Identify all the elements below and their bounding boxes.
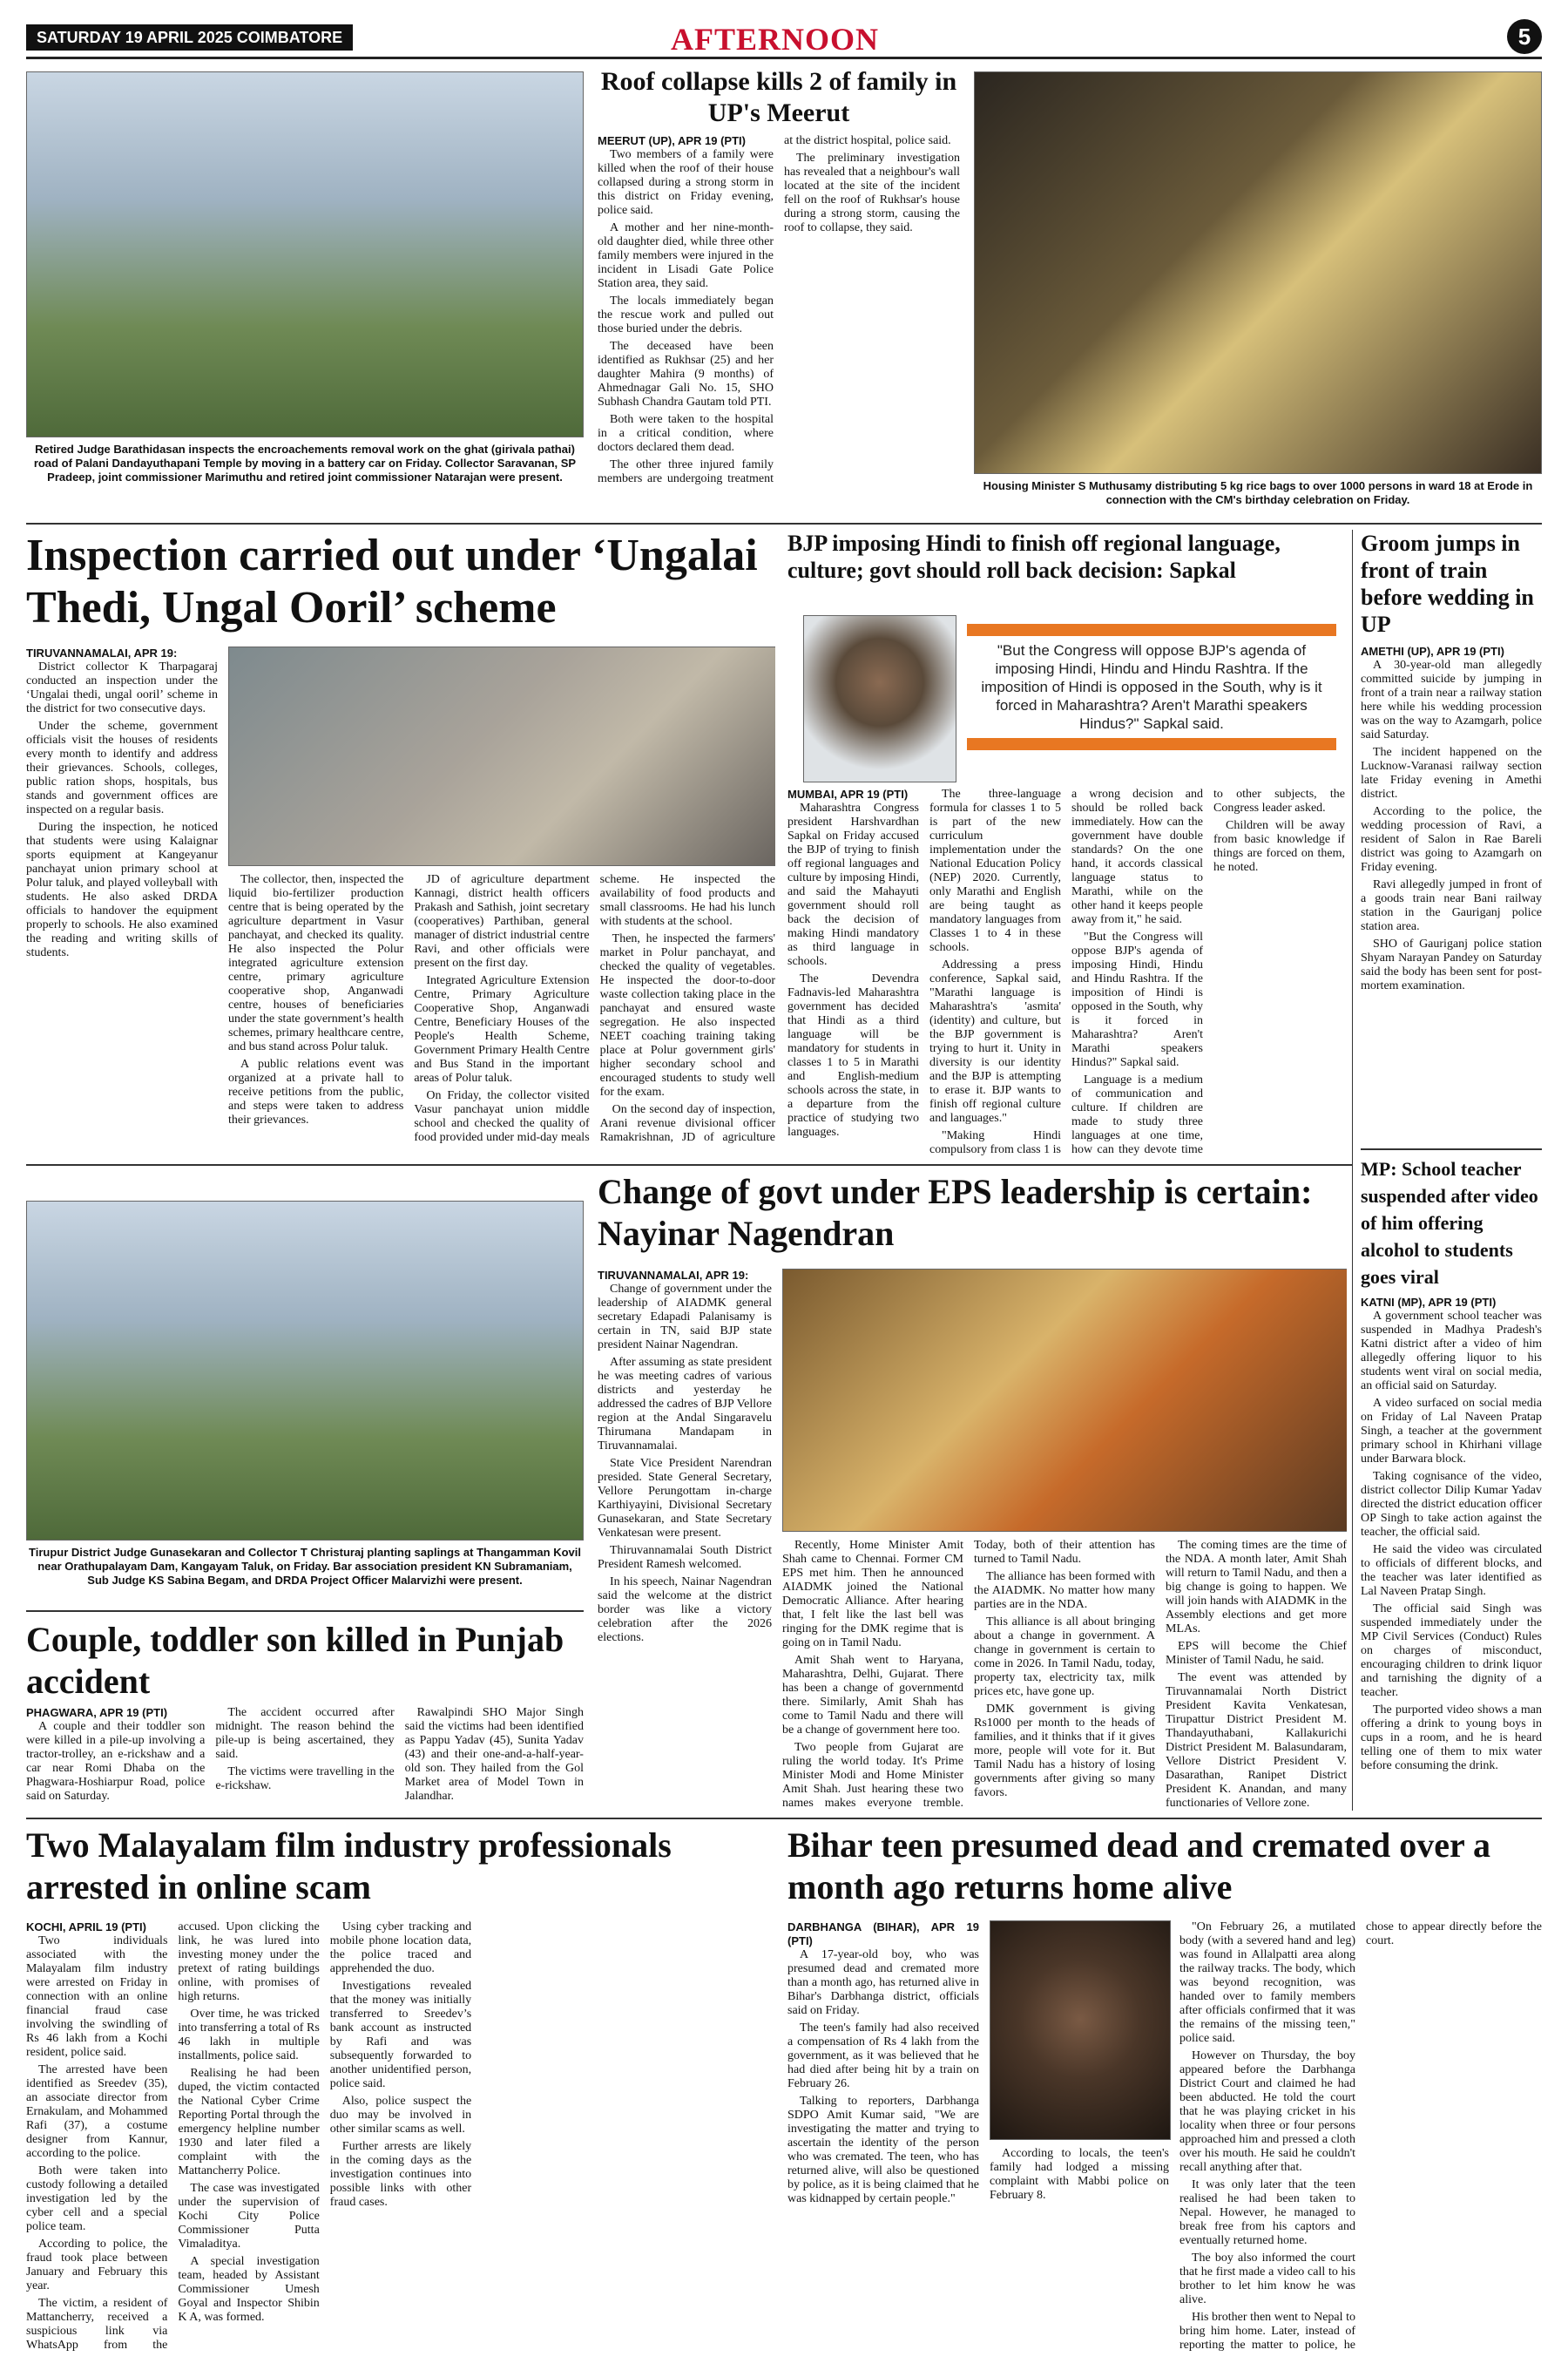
paragraph: Addressing a press conference, Sapkal said, "Marathi language is Maharashtra's 'asmita' (identity) and culture, but the BJP government is trying to hurt it. Unity in diversity is our identity and the BJP is attempting to erase it. BJP wants to finish off regional culture and languages." — [929, 958, 1061, 1125]
paragraph: This alliance is all about bringing about a change in government. A change in government is certain to come in 2026. In Tamil Nadu, today, property tax, electricity tax, milk prices etc, have gone up. — [974, 1615, 1155, 1698]
paragraph: The case was investigated under the supervision of Kochi City Police Commissioner Putta Vimaladitya. — [178, 2182, 320, 2251]
dateline: MUMBAI, APR 19 (PTI) — [787, 788, 909, 801]
article-bihar-teen — [787, 1825, 1542, 2356]
pull-quote — [967, 624, 1336, 777]
photo-battery-car — [26, 71, 584, 437]
paragraph: According to the police, the wedding procession of Ravi, a resident of Salon in Rae Bareli district was going to Azamgarh on Friday evening. — [1361, 805, 1542, 874]
paragraph: Change of government under the leadership of AIADMK general secretary Edapadi Palanisamy is certain in TN, said BJP state president Nainar Nagendran. — [598, 1283, 772, 1351]
paragraph: Children will be away from basic knowledge if things are forced on them, he noted. — [1213, 819, 1345, 874]
article-punjab-accident — [26, 1619, 584, 1811]
paragraph: Taking cognisance of the video, district collector Dilip Kumar Yadav directed the district education officer OP Singh to take action against the teacher, the official said. — [1361, 1470, 1542, 1539]
paragraph: The victim, a resident of Mattancherry, received a suspicious link via WhatsApp from the accused. Upon clicking the link, he was lured into investing money under the pretext of rating buildings online, with promises of high returns. — [26, 1920, 320, 2352]
masthead — [26, 24, 1542, 59]
paragraph: Investigations revealed that the money was initially transferred to Sreedev’s bank account as instructed by Rafi and was subsequently forwarded to another unidentified person, police said. — [329, 1980, 472, 2090]
paragraph: Using cyber tracking and mobile phone location data, the police traced and apprehended the duo. — [329, 1920, 472, 1975]
paragraph: Then, he inspected the farmers' market in Polur panchayat, and checked the quality of vegetables. He inspected the door-to-door waste collection taking place in the panchayat and ensured waste segregation. He also inspected NEET coaching training taking place at Polur government girls' higher secondary school and encouraged students to study well for the exam. — [599, 932, 775, 1099]
dateline: PHAGWARA, APR 19 (PTI) — [26, 1706, 168, 1719]
section-divider — [26, 1164, 1352, 1166]
article-body — [228, 873, 775, 1157]
dateline: TIRUVANNAMALAI, APR 19: — [26, 647, 178, 660]
article-eps-leadership — [598, 1171, 1347, 1811]
paragraph: A public relations event was organized at a private hall to receive petitions from the public, and steps were taken to address their grievances. — [228, 1058, 404, 1127]
paragraph: On the second day of inspection, Arani revenue divisional officer Ramakrishnan, JD of agriculture — [599, 1103, 775, 1144]
paragraph: The Devendra Fadnavis-led Maharashtra government has decided that Hindi as a third language will be mandatory for students in classes 1 to 5 in Marathi and English-medium schools across the state, in a departure from the practice of studying two languages. — [787, 972, 919, 1139]
photo-sapling-planting-caption: Tirupur District Judge Gunasekaran and Collector T Christuraj planting saplings at Thangamman Kovil near Orathupalayam Dam, Kangayam Taluk, on Friday. Bar association president KN Subramaniam, Sub Judge KS Sabina Begam, and DRDA Project Officer Malarvizhi were present. — [29, 1546, 581, 1587]
headline: Groom jumps in front of train before wedding in UP — [1361, 531, 1534, 637]
paragraph: Realising he had been duped, the victim contacted the National Cyber Crime Reporting Portal through the emergency helpline number 1930 and later filed a complaint with the Mattancherry Police. — [178, 2067, 320, 2177]
photo-sapkal — [803, 615, 956, 782]
article-bjp-hindi — [787, 530, 1345, 1157]
paragraph: The victims were travelling in the e-rickshaw. — [215, 1765, 395, 1792]
headline: Couple, toddler son killed in Punjab accident — [26, 1620, 564, 1701]
paragraph: Both were taken to the hospital in a critical condition, where doctors declared them dead. — [598, 413, 774, 454]
photo-battery-car-caption: Retired Judge Barathidasan inspects the encroachements removal work on the ghat (girivala pathai) road of Palani Dandayuthapani Temple by moving in a battery car on Friday. Collector Saravanan, SP Pradeep, joint commissioner Marimuthu and retired joint commissioner Natarajan were present. — [33, 443, 577, 484]
paragraph: The teen's family had also received a compensation of Rs 4 lakh from the government, as it was believed that he had died after being hit by a train on February 26. — [787, 2021, 979, 2090]
paragraph: SHO of Gauriganj police station Shyam Narayan Pandey on Saturday said the body has been sent for post-mortem examination. — [1361, 938, 1542, 992]
dateline: DARBHANGA (BIHAR), APR 19 (PTI) — [787, 1920, 979, 1947]
paragraph: The coming times are the time of the NDA. A month later, Amit Shah will return to Tamil Nadu, and then a big change is going to happen. We will join hands with AIADMK in the Assembly elections and get more MLAs. — [1166, 1539, 1347, 1635]
section-divider — [1361, 1148, 1542, 1150]
paragraph: "On February 26, a mutilated body (with a severed hand and leg) was found in Allalpatti area along the railway tracks. The body, which was beyond recognition, was handed over to family members after officials confirmed that it was the remains of the missing teen," police said. — [1179, 1920, 1355, 2045]
paragraph: The boy also informed the court that he first made a video call to his brother to let him know he was alive. — [1179, 2252, 1355, 2306]
paragraph: JD of agriculture department Kannagi, district health officers Prakash and Sathish, joint secretary (cooperatives) Parthiban, general manager of district industrial centre Ravi, and other officials were present on the first day. — [414, 873, 590, 970]
paragraph: Two members of a family were killed when the roof of their house collapsed during a strong storm in this district on Friday evening, police said. — [598, 148, 774, 217]
article-mp-teacher — [1361, 1155, 1542, 1811]
paragraph: Maharashtra Congress president Harshvardhan Sapkal on Friday accused the BJP of trying to finish off regional languages and culture by imposing Hindi, and said the Mahayuti government should roll back the decision of making Hindi mandatory as third language in schools. — [787, 802, 919, 968]
headline: Inspection carried out under ‘Ungalai Thedi, Ungal Ooril’ scheme — [26, 531, 758, 633]
dateline: TIRUVANNAMALAI, APR 19: — [598, 1269, 749, 1282]
paragraph: During the inspection, he noticed that students were using Kalaignar sports equipment at Kangeyanur panchayat union primary school at Polur taluk, and played volleyball with students. He also asked DRDA officials to handover the equipment properly to schools. He also examined the reading and writing skills of students. — [26, 821, 218, 959]
headline: BJP imposing Hindi to finish off regional language, culture; govt should roll back decision: Sapkal — [787, 531, 1281, 583]
paragraph: On Friday, the collector visited Vasur panchayat union middle school and checked the quality of food provided under mid-day meals scheme. He inspected the availability of food products and small classrooms. He had his lunch with students at the school. — [414, 873, 775, 1144]
paragraph: The incident happened on the Lucknow-Varanasi railway section late Friday evening in Amethi district. — [1361, 746, 1542, 801]
paragraph: Thiruvannamalai South District President Ramesh welcomed. — [598, 1544, 772, 1571]
paragraph: The other three injured family members are undergoing treatment at the district hospital, police said. — [598, 134, 951, 485]
paragraph: Recently, Home Minister Amit Shah came to Chennai. Former CM EPS met him. Then he announced AIADMK joined the National Democratic Alliance. After hearing that, I felt like the last bell was ringing for the DMK regime that is going on in Tamil Nadu. — [782, 1539, 963, 1649]
pull-quote-text: "But the Congress will oppose BJP's agenda of imposing Hindi, Hindu and Hindu Rashtra. If the imposition of Hindi is opposed in the South, why is it forced in Maharashtra? Aren't Marathi speakers Hindus?" Sapkal said. — [981, 642, 1322, 732]
dateline: KATNI (MP), APR 19 (PTI) — [1361, 1296, 1497, 1309]
paragraph: "But the Congress will oppose BJP's agenda of imposing Hindi, Hindu and Hindu Rashtra. If the imposition of Hindi is opposed in the South, why is it forced in Maharashtra? Aren't Marathi speakers Hindus?" Sapkal said. — [1071, 931, 1203, 1069]
paragraph: The arrested have been identified as Sreedev (35), an associate director from Ernakulam, and Mohammed Rafi (37), a costume designer from Kannur, according to the police. — [26, 2063, 168, 2160]
article-column — [598, 1269, 772, 1811]
photo-sapling-planting — [26, 1201, 584, 1540]
paragraph: Under the scheme, government officials visit the houses of residents every month to identify and address their grievances. Schools, colleges, public ration shops, hospitals, bus stands and government offices are inspected on a regular basis. — [26, 720, 218, 816]
article-body — [1361, 645, 1542, 993]
paragraph: However on Thursday, the boy appeared before the Darbhanga District Court and claimed he had been abducted. He told the court that he was playing cricket in his locality when three or four persons approached him and pressed a cloth over his mouth. He said he couldn't recall anything after that. — [1179, 2049, 1355, 2174]
quote-bar-bottom — [967, 738, 1336, 750]
dateline: KOCHI, APRIL 19 (PTI) — [26, 1920, 146, 1933]
paragraph: Over time, he was tricked into transferring a total of Rs 46 lakh in multiple installments, police said. — [178, 2008, 320, 2062]
paragraph: The alliance has been formed with the AIADMK. No matter how many parties are in the NDA. — [974, 1570, 1155, 1611]
paragraph: The preliminary investigation has revealed that a neighbour's wall located at the site of the incident fell on the roof of Rukhsar's house during a strong storm, causing the roof to collapse, they said. — [784, 152, 960, 234]
article-body — [782, 1539, 1347, 1811]
article-inspection — [26, 530, 775, 1157]
article-column — [26, 647, 218, 1157]
edition-date: SATURDAY 19 APRIL 2025 COIMBATORE — [26, 24, 353, 51]
headline: Two Malayalam film industry professionals arrested in online scam — [26, 1825, 672, 1906]
paragraph: Talking to reporters, Darbhanga SDPO Amit Kumar said, "We are investigating the matter and trying to ascertain the identity of the person who was cremated. The teen, who has returned alive, will also be questioned by police, as it is being claimed that he was kidnapped by certain people." — [787, 2095, 979, 2205]
section-divider — [26, 1818, 1542, 1819]
photo-bjp-meeting — [782, 1269, 1347, 1532]
paragraph: Rawalpindi SHO Major Singh said the victims had been identified as Pappu Yadav (45), Sunita Yadav (43) and their one-and-a-half-year-old son. They hailed from the Gol Market area of Model Town in Jalandhar. — [404, 1706, 584, 1803]
dateline: MEERUT (UP), APR 19 (PTI) — [598, 134, 746, 147]
newspaper-title: AFTERNOON — [671, 22, 880, 57]
paragraph: The official said Singh was suspended immediately under the MP Civil Services (Conduct) Rules on charges of misconduct, encouraging children to drink liquor and tarnishing the dignity of a teacher. — [1361, 1602, 1542, 1699]
paragraph: Amit Shah went to Haryana, Maharashtra, Delhi, Gujarat. There has been a change of governmentd there. Similarly, Amit Shah has come to Tamil Nadu and there will be a change of government here too. — [782, 1654, 963, 1737]
paragraph: A government school teacher was suspended in Madhya Pradesh's Katni district after a video of him allegedly offering liquor to his students went viral on social media, an official said on Saturday. — [1361, 1310, 1542, 1392]
article-body — [1179, 1920, 1542, 2356]
paragraph: The locals immediately began the rescue work and pulled out those buried under the debris. — [598, 295, 774, 335]
paragraph: The three-language formula for classes 1 to 5 is part of the new curriculum implementation under the National Education Policy (NEP) 2020. Currently, only Marathi and English are being taught as mandatory languages from Classes 1 to 4 in these schools. — [929, 788, 1061, 954]
paragraph: The deceased have been identified as Rukhsar (25) and her daughter Mahira (9 months) of Ahmednagar Gali No. 15, SHO Subhash Chandra Gautam told PTI. — [598, 340, 774, 409]
column-divider — [1352, 530, 1353, 1811]
article-column — [787, 1920, 979, 2356]
article-online-scam — [26, 1825, 775, 2356]
paragraph: The collector, then, inspected the liquid bio-fertilizer production centre that is being operated by the agriculture department in Vasur panchayat, and checked its quality. He also inspected the Polur integrated agriculture extension centre, primary agriculture cooperative shop, Anganwadi centre, houses of beneficiaries under the state government’s health schemes, primary healthcare centre, and bus stand across Polur taluk. — [228, 873, 404, 1053]
paragraph: Two people from Gujarat are ruling the world today. It's Prime Minister Modi and Home Minister Amit Shah. Just hearing these two names makes everyone tremble. Today, both of their attention has turned to Tamil Nadu. — [782, 1539, 1155, 1810]
paragraph: State Vice President Narendran presided. State General Secretary, Vellore Perungottam in-charge Karthiyayini, Divisional Secretary Gunasekaran, and State Secretary Venkatesan were present. — [598, 1457, 772, 1540]
paragraph: After assuming as state president he was meeting cadres of various districts and yesterday he addressed the cadres of BJP Vellore region at the Andal Singaravelu Thirumana Mandapam in Tiruvannamalai. — [598, 1356, 772, 1452]
paragraph: The event was attended by Tiruvannamalai North District President Kavita Venkatesan, Tirupattur District President M. Thandayuthabani, Kallakurichi District President M. Balasundaram, Vellore District President V. Dasarathan, Ranipet District President K. Anandan, and many functionaries of Vellore zone. — [1166, 1671, 1347, 1810]
photo-rice-distribution — [974, 71, 1542, 474]
paragraph: The accident occurred after midnight. The reason behind the pile-up is being ascertained, they said. — [215, 1706, 395, 1761]
paragraph: Language is a medium of communication and culture. If children are made to study three languages at one time, how can they devote time to other subjects, the Congress leader asked. — [1071, 788, 1345, 1156]
paragraph: A couple and their toddler son were killed in a pile-up involving a tractor-trolley, an e-rickshaw and a car near Romi Dhaba on the Phagwara-Hoshiarpur Road, police said on Saturday. — [26, 1720, 206, 1803]
dateline: AMETHI (UP), APR 19 (PTI) — [1361, 645, 1504, 658]
paragraph: "Making Hindi compulsory from class 1 is a wrong decision and should be rolled back immediately. How can the government have double standards? On the one hand, it accords classical language status to Marathi, while on the other hand it keeps people away from it," he said. — [929, 788, 1203, 1156]
paragraph: In his speech, Nainar Nagendran said the welcome at the district border was like a victory celebration after the 2026 elections. — [598, 1575, 772, 1644]
paragraph: Both were taken into custody following a detailed investigation led by the cyber cell and a special police team. — [26, 2164, 168, 2233]
paragraph: District collector K Tharpagaraj conducted an inspection under the ‘Ungalai thedi, ungal ooril’ scheme in the district for two consecutive days. — [26, 660, 218, 715]
paragraph: His brother then went to Nepal to bring him home. Later, instead of reporting the matter to police, he chose to appear directly before the court. — [1179, 1920, 1542, 2352]
article-column — [990, 2147, 1169, 2356]
section-divider — [26, 1610, 584, 1612]
article-body — [26, 1920, 775, 2353]
paragraph: A 17-year-old boy, who was presumed dead and cremated more than a month ago, has returned alive in Bihar's Darbhanga district, officials said on Friday. — [787, 1948, 979, 2017]
paragraph: He said the video was circulated to officials of different blocks, and the teacher was later identified as Lal Naveen Pratap Singh. — [1361, 1543, 1542, 1598]
photo-rice-distribution-caption: Housing Minister S Muthusamy distributing 5 kg rice bags to over 1000 persons in ward 18 at Erode in connection with the CM's birthday celebration on Friday. — [983, 479, 1533, 506]
paragraph: EPS will become the Chief Minister of Tamil Nadu, he said. — [1166, 1640, 1347, 1667]
paragraph: DMK government is giving Rs1000 per month to the heads of families, and it thinks that if it gives more, people will vote for it. But Tamil Nadu has a history of losing governments after giving so many favors. — [974, 1703, 1155, 1799]
article-body — [598, 134, 960, 493]
paragraph: Also, police suspect the duo may be involved in other similar scams as well. — [329, 2095, 472, 2136]
article-body — [787, 788, 1345, 1157]
paragraph: A mother and her nine-month-old daughter died, while three other family members were injured in the incident in Lisadi Gate Police Station area, they said. — [598, 221, 774, 290]
article-groom — [1361, 530, 1542, 1145]
section-divider — [26, 523, 1542, 525]
paragraph: Further arrests are likely in the coming days as the investigation continues into possible links with other fraud cases. — [329, 2140, 472, 2209]
page-number: 5 — [1507, 19, 1542, 54]
paragraph: The purported video shows a man offering a drink to young boys in cups in a room, and he is heard telling one of them to mix water before consuming the drink. — [1361, 1703, 1542, 1772]
article-body — [26, 1706, 584, 1811]
photo-school-inspection — [228, 647, 775, 866]
article-roof-collapse — [598, 66, 960, 516]
article-body — [1361, 1296, 1542, 1773]
paragraph: A video surfaced on social media on Friday of Lal Naveen Pratap Singh, a teacher at the government primary school in Khirhani village under Barwara block. — [1361, 1397, 1542, 1466]
paragraph: According to police, the fraud took place between January and February this year. — [26, 2238, 168, 2292]
headline: MP: School teacher suspended after video of him offering alcohol to students goes viral — [1361, 1158, 1538, 1288]
headline: Change of govt under EPS leadership is certain: Nayinar Nagendran — [598, 1172, 1313, 1253]
paragraph: A 30-year-old man allegedly committed suicide by jumping in front of a train near a railway station here while his wedding procession was on the way to Azamgarh, police said Saturday. — [1361, 659, 1542, 741]
photo-bihar-teen — [990, 1920, 1171, 2140]
paragraph: Integrated Agriculture Extension Centre, Primary Agriculture Cooperative Shop, Anganwadi Centre, Beneficiary Houses of the People's Health Scheme, Government Primary Health Centre and Bus Stand in the important areas of Polur taluk. — [414, 974, 590, 1085]
paragraph: According to locals, the teen's family had lodged a missing complaint with Mabbi police on February 8. — [990, 2147, 1169, 2202]
paragraph: Ravi allegedly jumped in front of a goods train near Bani railway station in the Gauriganj police station area. — [1361, 878, 1542, 933]
paragraph: Two individuals associated with the Malayalam film industry were arrested on Friday in connection with an online financial fraud case involving the swindling of Rs 46 lakh from a Kochi resident, police said. — [26, 1934, 168, 2059]
headline: Roof collapse kills 2 of family in UP's Meerut — [600, 67, 957, 127]
quote-bar-top — [967, 624, 1336, 636]
paragraph: A special investigation team, headed by Assistant Commissioner Umesh Goyal and Inspector Shibin K A, was formed. — [178, 2255, 320, 2324]
paragraph: It was only later that the teen realised he had been taken to Nepal. However, he managed to break free from his captors and eventually returned home. — [1179, 2178, 1355, 2247]
headline: Bihar teen presumed dead and cremated over a month ago returns home alive — [787, 1825, 1491, 1906]
